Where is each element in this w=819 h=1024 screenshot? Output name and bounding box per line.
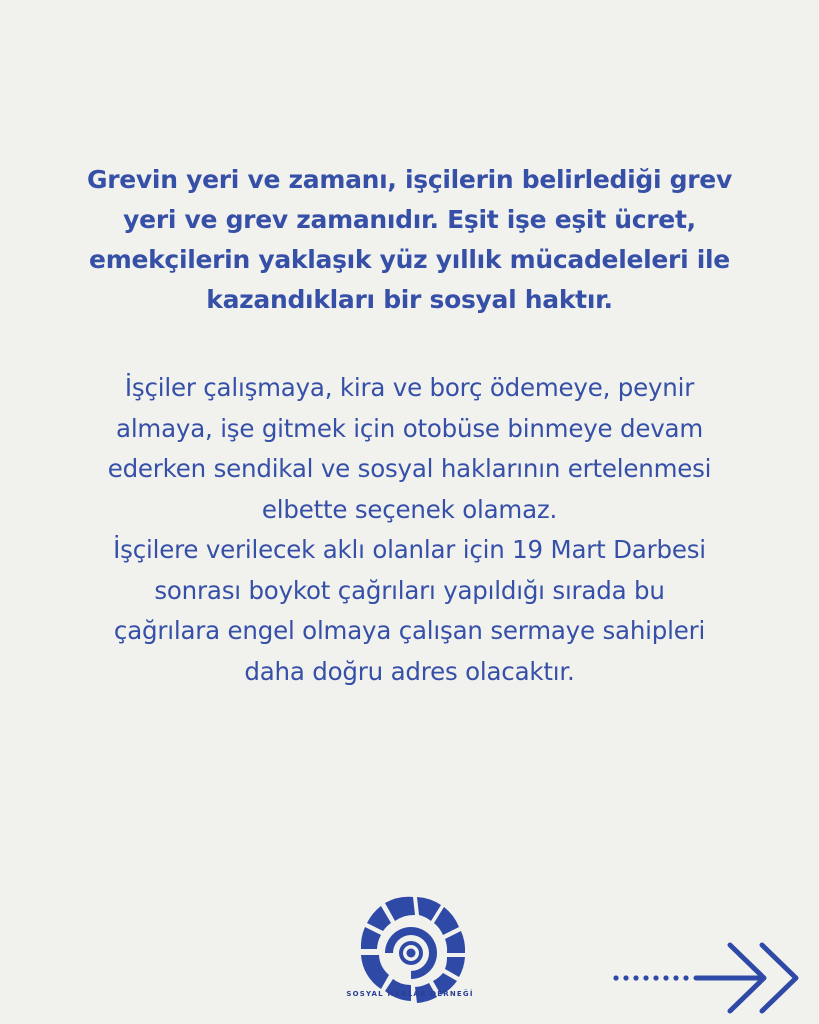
body-line: çağrılara engel olmaya çalışan sermaye sahipleri (113, 616, 706, 645)
body-line: elbette seçenek olamaz. (261, 494, 558, 524)
headline-line: yeri ve grev zamanıdır. Eşit işe eşit ücret, (123, 205, 696, 234)
logo-wordmark: SOSYAL HAKLAR DERNEĞİ (346, 990, 474, 998)
body-line: İşçiler çalışmaya, kira ve borç ödemeye, peynir (124, 373, 695, 402)
body-line: İşçilere verilecek aklı olanlar için 19 Mart Darbesi (113, 535, 706, 564)
body-paragraph (40, 368, 779, 692)
shell-logo-icon (355, 893, 473, 1005)
headline-paragraph (40, 160, 779, 320)
body-line: ederken sendikal ve sosyal haklarının ertelenmesi (107, 454, 712, 483)
body-line: daha doğru adres olacaktır. (244, 656, 575, 686)
post-content (40, 160, 779, 686)
headline-line: emekçilerin yaklaşık yüz yıllık mücadeleleri ile (89, 245, 730, 274)
body-line: almaya, işe gitmek için otobüse binmeye devam (116, 413, 703, 443)
headline-line: kazandıkları bir sosyal haktır. (206, 285, 613, 314)
double-chevron-right-icon[interactable] (612, 940, 807, 1016)
body-line: sonrası boykot çağrıları yapıldığı sırada bu (154, 575, 665, 605)
headline-line: Grevin yeri ve zamanı, işçilerin belirlediği grev (87, 165, 732, 194)
